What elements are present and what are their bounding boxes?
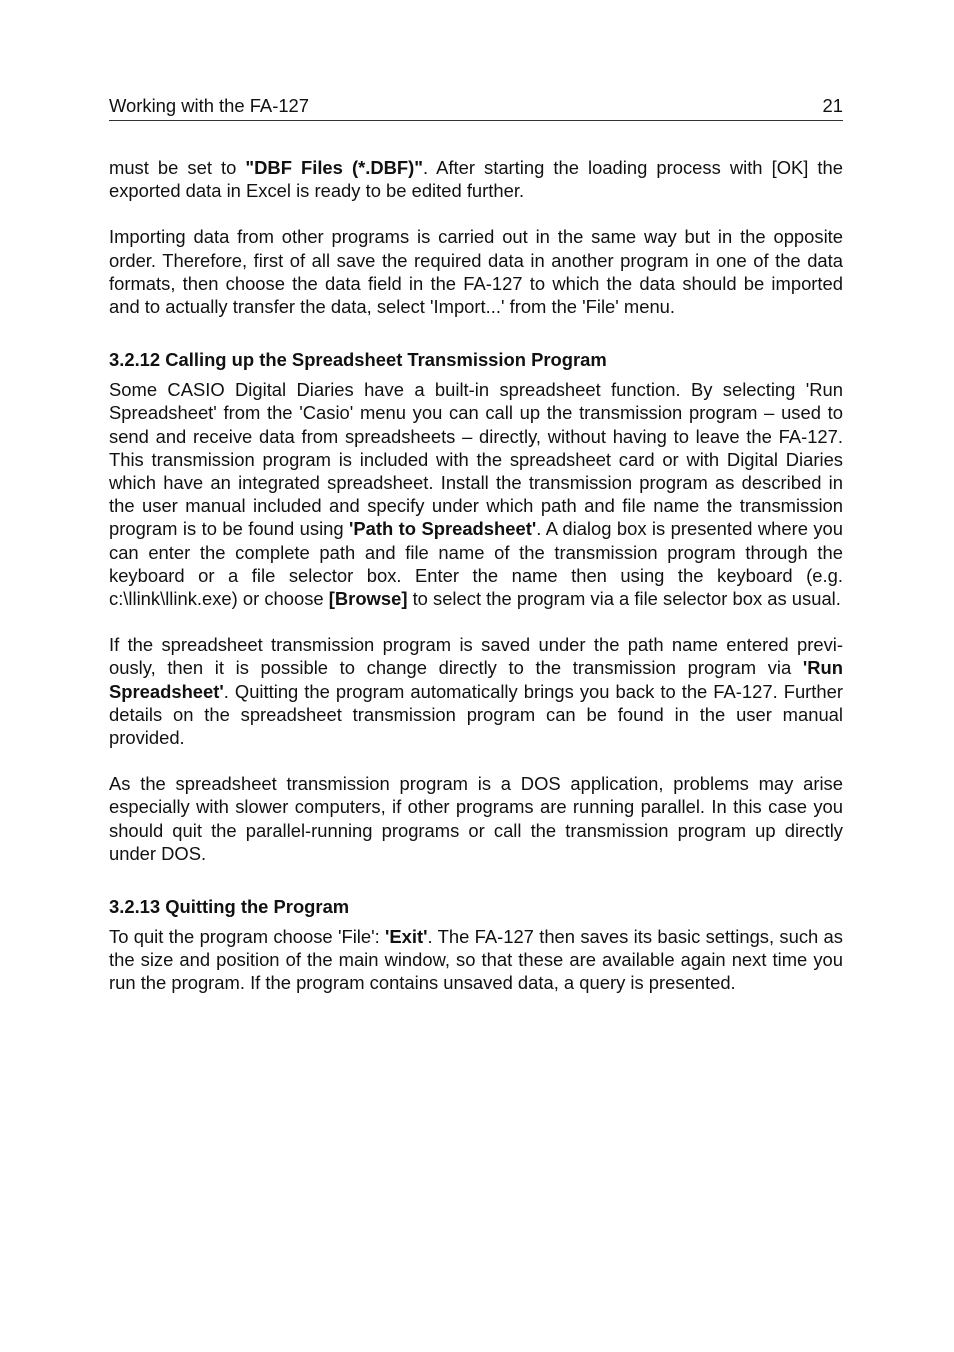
paragraph-quitting-program: To quit the program choose 'File': 'Exit'. The FA-127 then saves its basic settings, such as the size and position of the main window, so that these are available again next time you run the program. If the program contains unsaved data, a query is presented. xyxy=(109,926,843,994)
running-header xyxy=(109,94,843,121)
header-title: Working with the FA-127 xyxy=(109,95,310,116)
section-heading-3-2-13: 3.2.13 Quitting the Program xyxy=(109,896,350,918)
page-number: 21 xyxy=(822,95,843,116)
paragraph-importing-data: Importing data from other programs is carried out in the same way but in the opposite order. Therefore, first of all save the required data in another program in one of the data formats, then choose the data field in the FA-127 to which the data should be imported and to actually transfer the data, select 'Import...' from the 'File' menu. xyxy=(109,226,843,318)
paragraph-run-spreadsheet-path: If the spreadsheet transmission program is saved under the path name entered previously, then it is possible to change directly to the transmission program via 'Run Spreadsheet'. Quitting the program automatically brings you back to the FA-127. Further details on the spreadsheet transmission program can be found in the user manual provided. xyxy=(109,634,843,749)
page xyxy=(109,94,843,995)
section-heading-3-2-12: 3.2.12 Calling up the Spreadsheet Transmission Program xyxy=(109,349,607,371)
paragraph-run-spreadsheet-intro: Some CASIO Digital Diaries have a built-in spreadsheet function. By selecting 'Run Spreadsheet' from the 'Casio' menu you can call up the transmission program – used to send and receive data from spreadsheets – directly, without having to leave the FA-127. This transmission program is included with the spreadsheet card or with Digital Diaries which have an integrated spreadsheet. Install the transmission program as described in the user manual included and specify under which path and file name the transmission program is to be found using 'Path to Spreadsheet'. A dialog box is presented where you can enter the complete path and file name of the transmission program through the keyboard or a file selector box. Enter the name then using the keyboard (e.g. c:\llink\llink.exe) or choose [Browse] to select the program via a file selector box as usual. xyxy=(109,379,843,610)
paragraph-dos-application: As the spreadsheet transmission program is a DOS application, problems may arise especially with slower computers, if other programs are running parallel. In this case you should quit the parallel-running programs or call the transmission program up directly under DOS. xyxy=(109,773,843,864)
paragraph-dbf-files: must be set to "DBF Files (*.DBF)". After starting the loading process with [OK] the exported data in Excel is ready to be edited further. xyxy=(109,157,843,202)
